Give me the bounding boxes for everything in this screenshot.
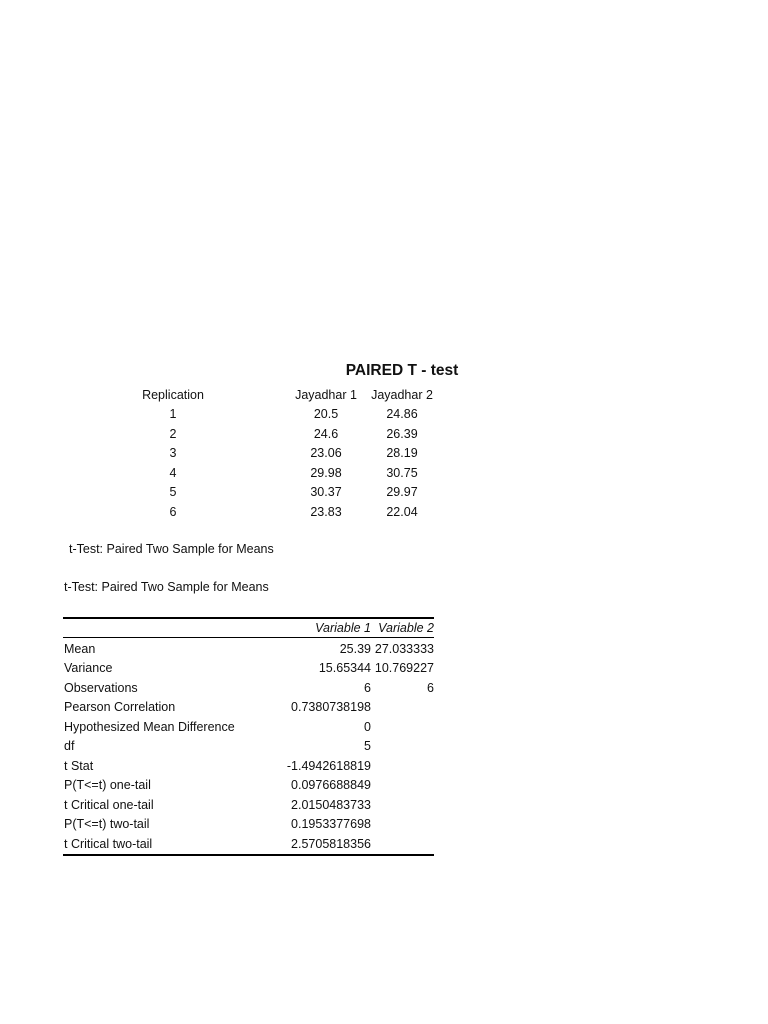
stat-label: Pearson Correlation xyxy=(64,700,176,715)
header-spacer xyxy=(236,385,288,405)
jayadhar-2-cell: 24.86 xyxy=(386,407,418,422)
stat-label: P(T<=t) two-tail xyxy=(64,817,150,832)
stat-value-variable-1: 15.65344 xyxy=(318,661,371,676)
stat-value-variable-1: 2.0150483733 xyxy=(291,797,371,812)
replication-cell: 2 xyxy=(169,426,177,441)
stats-row xyxy=(63,737,434,757)
stat-value-variable-2 xyxy=(371,795,434,815)
stat-label: Mean xyxy=(64,641,96,656)
stat-label: P(T<=t) one-tail xyxy=(64,778,151,793)
jayadhar-2-cell: 29.97 xyxy=(386,485,418,500)
stats-row xyxy=(63,815,434,835)
jayadhar-2-cell: 26.39 xyxy=(386,426,418,441)
stat-value-variable-2 xyxy=(371,717,434,737)
table-row xyxy=(110,483,440,503)
jayadhar-2-cell: 28.19 xyxy=(386,446,418,461)
stat-value-variable-2 xyxy=(371,834,434,855)
table-row xyxy=(110,463,440,483)
test-caption: t-Test: Paired Two Sample for Means xyxy=(69,542,274,556)
replication-cell: 6 xyxy=(169,504,177,519)
stat-label: t Critical two-tail xyxy=(64,836,153,851)
stat-value-variable-1: 0.1953377698 xyxy=(291,817,371,832)
replication-cell: 4 xyxy=(169,465,177,480)
stat-value-variable-2 xyxy=(371,698,434,718)
jayadhar-2-cell: 22.04 xyxy=(386,504,418,519)
stat-value-variable-1: 6 xyxy=(364,680,371,695)
stat-value-variable-1: 25.39 xyxy=(339,641,371,656)
stat-label: Hypothesized Mean Difference xyxy=(64,719,235,734)
stat-value-variable-2 xyxy=(371,737,434,757)
stats-row xyxy=(63,638,434,659)
stat-value-variable-2: 6 xyxy=(427,680,434,695)
jayadhar-1-cell: 23.06 xyxy=(310,446,342,461)
stat-value-variable-2 xyxy=(371,815,434,835)
spacer-cell xyxy=(236,424,288,444)
spacer-cell xyxy=(236,483,288,503)
stat-value-variable-1: 5 xyxy=(364,739,371,754)
replication-cell: 1 xyxy=(169,407,177,422)
stat-value-variable-2 xyxy=(371,776,434,796)
jayadhar-1-cell: 23.83 xyxy=(310,504,342,519)
jayadhar-1-cell: 29.98 xyxy=(310,465,342,480)
stat-label: t Critical one-tail xyxy=(64,797,154,812)
stats-row xyxy=(63,776,434,796)
table-row xyxy=(110,405,440,425)
stat-label: t Stat xyxy=(64,758,94,773)
stat-value-variable-2: 10.769227 xyxy=(374,661,434,676)
stats-row xyxy=(63,678,434,698)
stat-label: Variance xyxy=(64,661,113,676)
stats-header-variable-2: Variable 2 xyxy=(371,618,434,638)
header-jayadhar-1: Jayadhar 1 xyxy=(295,387,357,402)
stats-row xyxy=(63,659,434,679)
replication-cell: 5 xyxy=(169,485,177,500)
stat-value-variable-1: 0.0976688849 xyxy=(291,778,371,793)
stats-table-body xyxy=(63,638,434,855)
jayadhar-2-cell: 30.75 xyxy=(386,465,418,480)
stats-row xyxy=(63,698,434,718)
jayadhar-1-cell: 30.37 xyxy=(310,485,342,500)
spacer-cell xyxy=(236,502,288,522)
stats-header-row xyxy=(63,618,434,638)
page-title: PAIRED T - test xyxy=(345,362,459,379)
spacer-cell xyxy=(236,444,288,464)
stats-header-label xyxy=(63,618,279,638)
data-table-header-row xyxy=(110,385,440,405)
replication-cell: 3 xyxy=(169,446,177,461)
replication-data-table xyxy=(110,385,440,522)
t-test-results-table xyxy=(63,617,434,856)
stats-header-variable-1: Variable 1 xyxy=(279,618,371,638)
header-replication: Replication xyxy=(142,387,204,402)
stat-value-variable-1: 0 xyxy=(364,719,371,734)
data-table-body xyxy=(110,385,440,522)
output-caption: t-Test: Paired Two Sample for Means xyxy=(64,580,269,594)
table-row xyxy=(110,502,440,522)
stat-label: Observations xyxy=(64,680,138,695)
stat-value-variable-1: -1.4942618819 xyxy=(286,758,371,773)
header-jayadhar-2: Jayadhar 2 xyxy=(371,387,433,402)
stat-value-variable-2 xyxy=(371,756,434,776)
stat-label: df xyxy=(64,739,75,754)
stats-row xyxy=(63,717,434,737)
spacer-cell xyxy=(236,405,288,425)
jayadhar-1-cell: 20.5 xyxy=(313,407,339,422)
stat-value-variable-2: 27.033333 xyxy=(374,641,434,656)
stats-row xyxy=(63,834,434,855)
spacer-cell xyxy=(236,463,288,483)
table-row xyxy=(110,424,440,444)
stat-value-variable-1: 0.7380738198 xyxy=(291,700,371,715)
stat-value-variable-1: 2.5705818356 xyxy=(291,836,371,851)
jayadhar-1-cell: 24.6 xyxy=(313,426,339,441)
stats-row xyxy=(63,756,434,776)
table-row xyxy=(110,444,440,464)
stats-row xyxy=(63,795,434,815)
